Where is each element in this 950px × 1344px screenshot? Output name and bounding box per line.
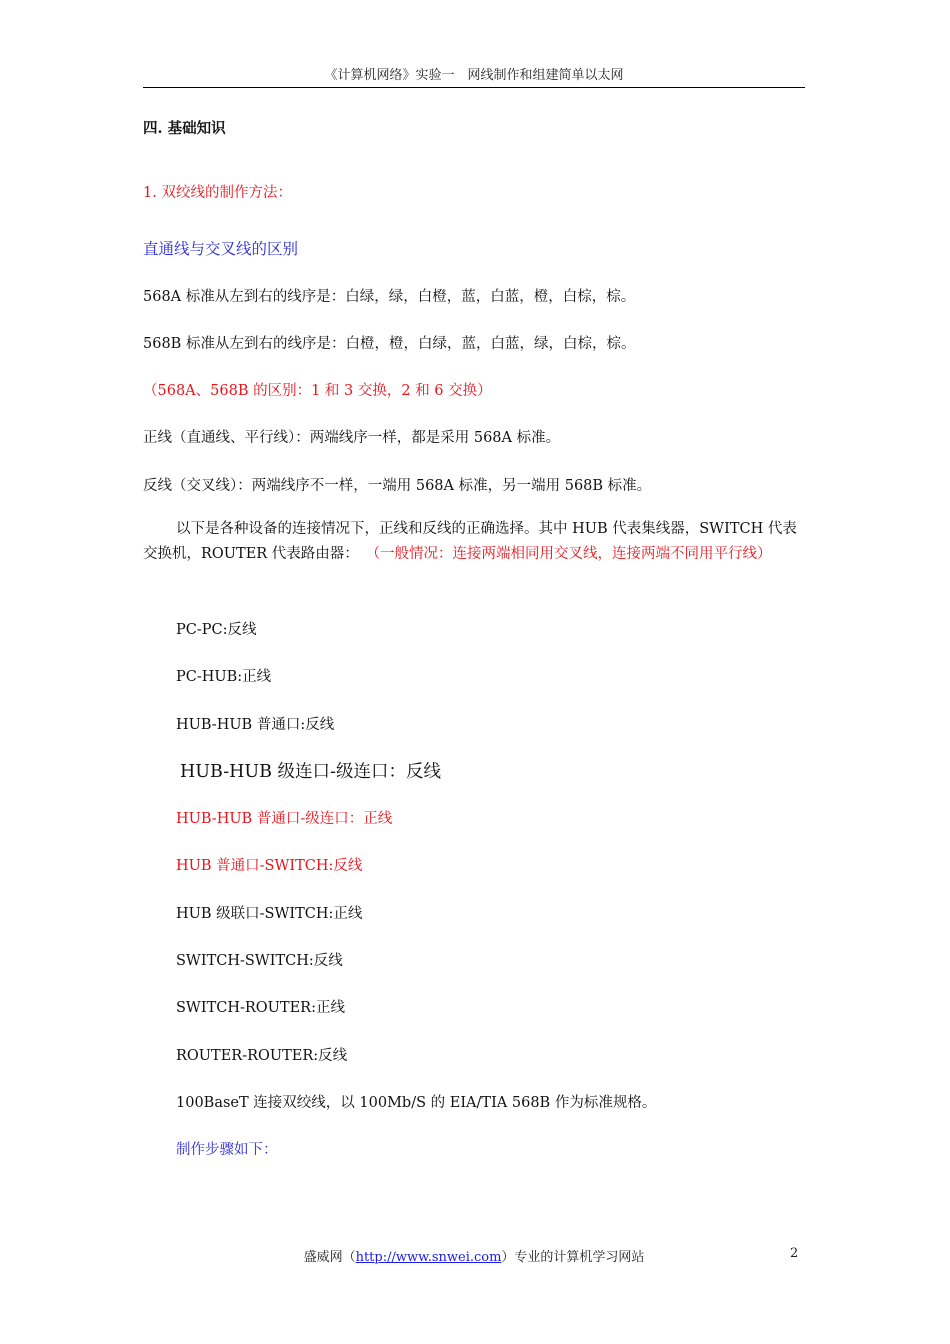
connection-item: SWITCH-SWITCH:反线 — [176, 953, 343, 969]
intro-text: 以下是各种设备的连接情况下，正线和反线的正确选择。其中 HUB 代表集线器，SWITCH 代表交换机，ROUTER 代表路由器： — [143, 521, 797, 562]
connection-item: HUB 级联口-SWITCH:正线 — [176, 906, 363, 922]
connection-item: ROUTER-ROUTER:反线 — [176, 1048, 348, 1064]
connection-item: PC-HUB:正线 — [176, 669, 272, 685]
straight-cable-text: 正线（直通线、平行线）：两端线序一样，都是采用 568A 标准。 — [143, 430, 561, 446]
header-rule — [143, 87, 805, 88]
subsection-title-difference: 直通线与交叉线的区别 — [143, 240, 299, 258]
intro-note: （一般情况：连接两端相同用交叉线，连接两端不同用平行线） — [372, 546, 772, 562]
footer-link[interactable]: http://www.snwei.com — [355, 1250, 502, 1265]
page-footer — [143, 1246, 805, 1265]
connection-item: HUB-HUB 级连口-级连口：反线 — [180, 762, 441, 782]
page-number: 2 — [790, 1246, 799, 1261]
subsection-title-twisted-pair: 1. 双绞线的制作方法： — [143, 185, 292, 201]
footer-prefix: 盛威网（ — [303, 1250, 356, 1265]
section-heading: 四. 基础知识 — [143, 120, 226, 137]
connection-item: HUB 普通口-SWITCH:反线 — [176, 858, 363, 874]
connection-item: HUB-HUB 普通口-级连口：正线 — [176, 811, 393, 827]
page-header: 《计算机网络》实验一 网线制作和组建简单以太网 — [324, 68, 624, 83]
spec-text: 100BaseT 连接双绞线，以 100Mb/S 的 EIA/TIA 568B 作为标准规格。 — [176, 1095, 657, 1111]
connection-item: HUB-HUB 普通口:反线 — [176, 717, 335, 733]
cross-cable-text: 反线（交叉线）：两端线序不一样，一端用 568A 标准，另一端用 568B 标准。 — [143, 478, 652, 494]
steps-title: 制作步骤如下： — [176, 1142, 278, 1158]
standard-568a-text: 568A 标准从左到右的线序是：白绿，绿，白橙，蓝，白蓝，橙，白棕，棕。 — [143, 289, 636, 305]
standards-difference-note: （568A、568B 的区别：1 和 3 交换，2 和 6 交换） — [143, 383, 492, 399]
connection-item: SWITCH-ROUTER:正线 — [176, 1000, 345, 1016]
standard-568b-text: 568B 标准从左到右的线序是：白橙，橙，白绿，蓝，白蓝，绿，白棕，棕。 — [143, 336, 636, 352]
intro-paragraph — [143, 517, 807, 567]
connection-item: PC-PC:反线 — [176, 622, 257, 638]
footer-suffix: ）专业的计算机学习网站 — [501, 1250, 645, 1265]
